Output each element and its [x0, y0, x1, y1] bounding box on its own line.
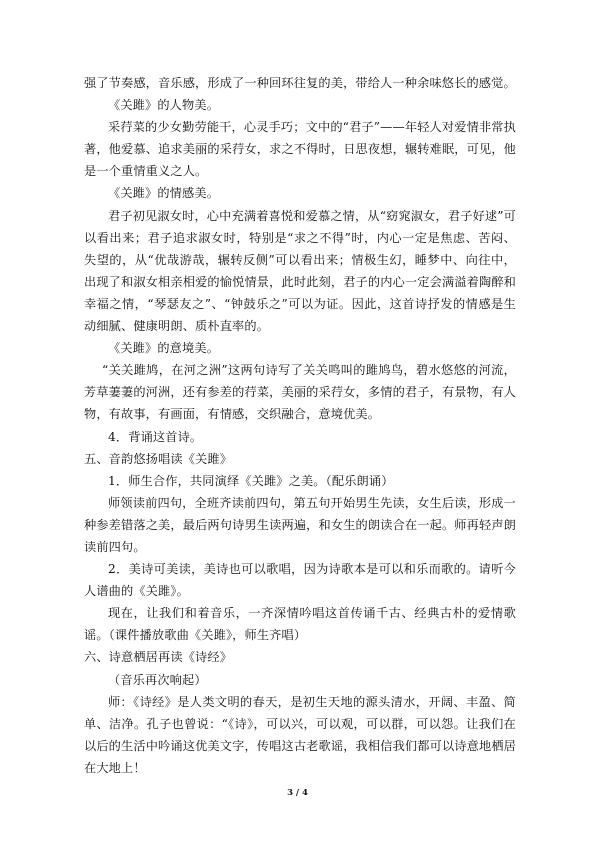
- page-number: 3 / 4: [287, 788, 308, 798]
- section-heading: 六、诗意栖居再读《诗经》: [84, 650, 233, 665]
- section-subheading: 《关雎》的人物美。: [108, 98, 220, 113]
- body-paragraph: 现在，让我们和着音乐，一齐深情吟唱这首传诵千古、经典古朴的爱情歌谣。（课件播放歌曲《关雎》，师生齐唱）: [84, 606, 516, 643]
- body-paragraph: 采荇菜的少女勤劳能干，心灵手巧；文中的“君子”——年轻人对爱情非常执著，他爱慕、追求美丽的采荇女，求之不得时，日思夜想，辗转难眠，可见，他是一个重情重义之人。: [84, 120, 516, 179]
- stage-direction: （音乐再次响起）: [108, 672, 207, 687]
- section-heading: 五、音韵悠扬唱读《关雎》: [84, 451, 233, 466]
- numbered-step: 2．美诗可美读，美诗也可以歌唱，因为诗歌本是可以和乐而歌的。请听今人谱曲的《关雎》。: [84, 562, 516, 599]
- section-subheading: 《关雎》的情感美。: [108, 186, 220, 201]
- body-paragraph: 师领读前四句，全班齐读前四句，第五句开始男生先读，女生后读，形成一种参差错落之美，最后两句诗男生读两遍，和女生的朗读合在一起。师再轻声朗读前四句。: [84, 495, 516, 554]
- document-body: [84, 72, 516, 779]
- body-paragraph: 师：《诗经》是人类文明的春天，是初生天地的源头清水，开阔、丰盈、简单、洁净。孔子也曾说：“《诗》，可以兴，可以观，可以群，可以怨。让我们在以后的生活中吟诵这优美文字，传唱这古老歌谣，我相信我们都可以诗意地栖居在大地上！: [84, 694, 516, 775]
- body-paragraph: 君子初见淑女时，心中充满着喜悦和爱慕之情，从“窈窕淑女，君子好逑”可以看出来；君子追求淑女时，特别是“求之不得”时，内心一定是焦虑、苦闷、失望的，从“优哉游哉，辗转反侧”可以看出来；情极生幻，睡梦中、向往中，出现了和淑女相亲相爱的愉悦情景，此时此刻，君子的内心一定会满溢着陶醉和幸福之情，“琴瑟友之”、“钟鼓乐之”可以为证。因此，这首诗抒发的情感是生动细腻、健康明朗、质朴直率的。: [84, 208, 516, 334]
- body-paragraph: “关关雎鸠，在河之洲”这两句诗写了关关鸣叫的雎鸠鸟，碧水悠悠的河流，芳草萋萋的河洲，还有参差的荇菜，美丽的采荇女，多情的君子，有景物，有人物，有故事，有画面，有情感，交织融合，意境优美。: [84, 363, 516, 422]
- numbered-step: 4．背诵这首诗。: [108, 429, 203, 444]
- section-subheading: 《关雎》的意境美。: [108, 341, 220, 356]
- numbered-step: 1．师生合作，共同演绎《关雎》之美。（配乐朗诵）: [108, 473, 394, 488]
- body-paragraph: 强了节奏感，音乐感，形成了一种回环往复的美，带给人一种余味悠长的感觉。: [84, 76, 516, 90]
